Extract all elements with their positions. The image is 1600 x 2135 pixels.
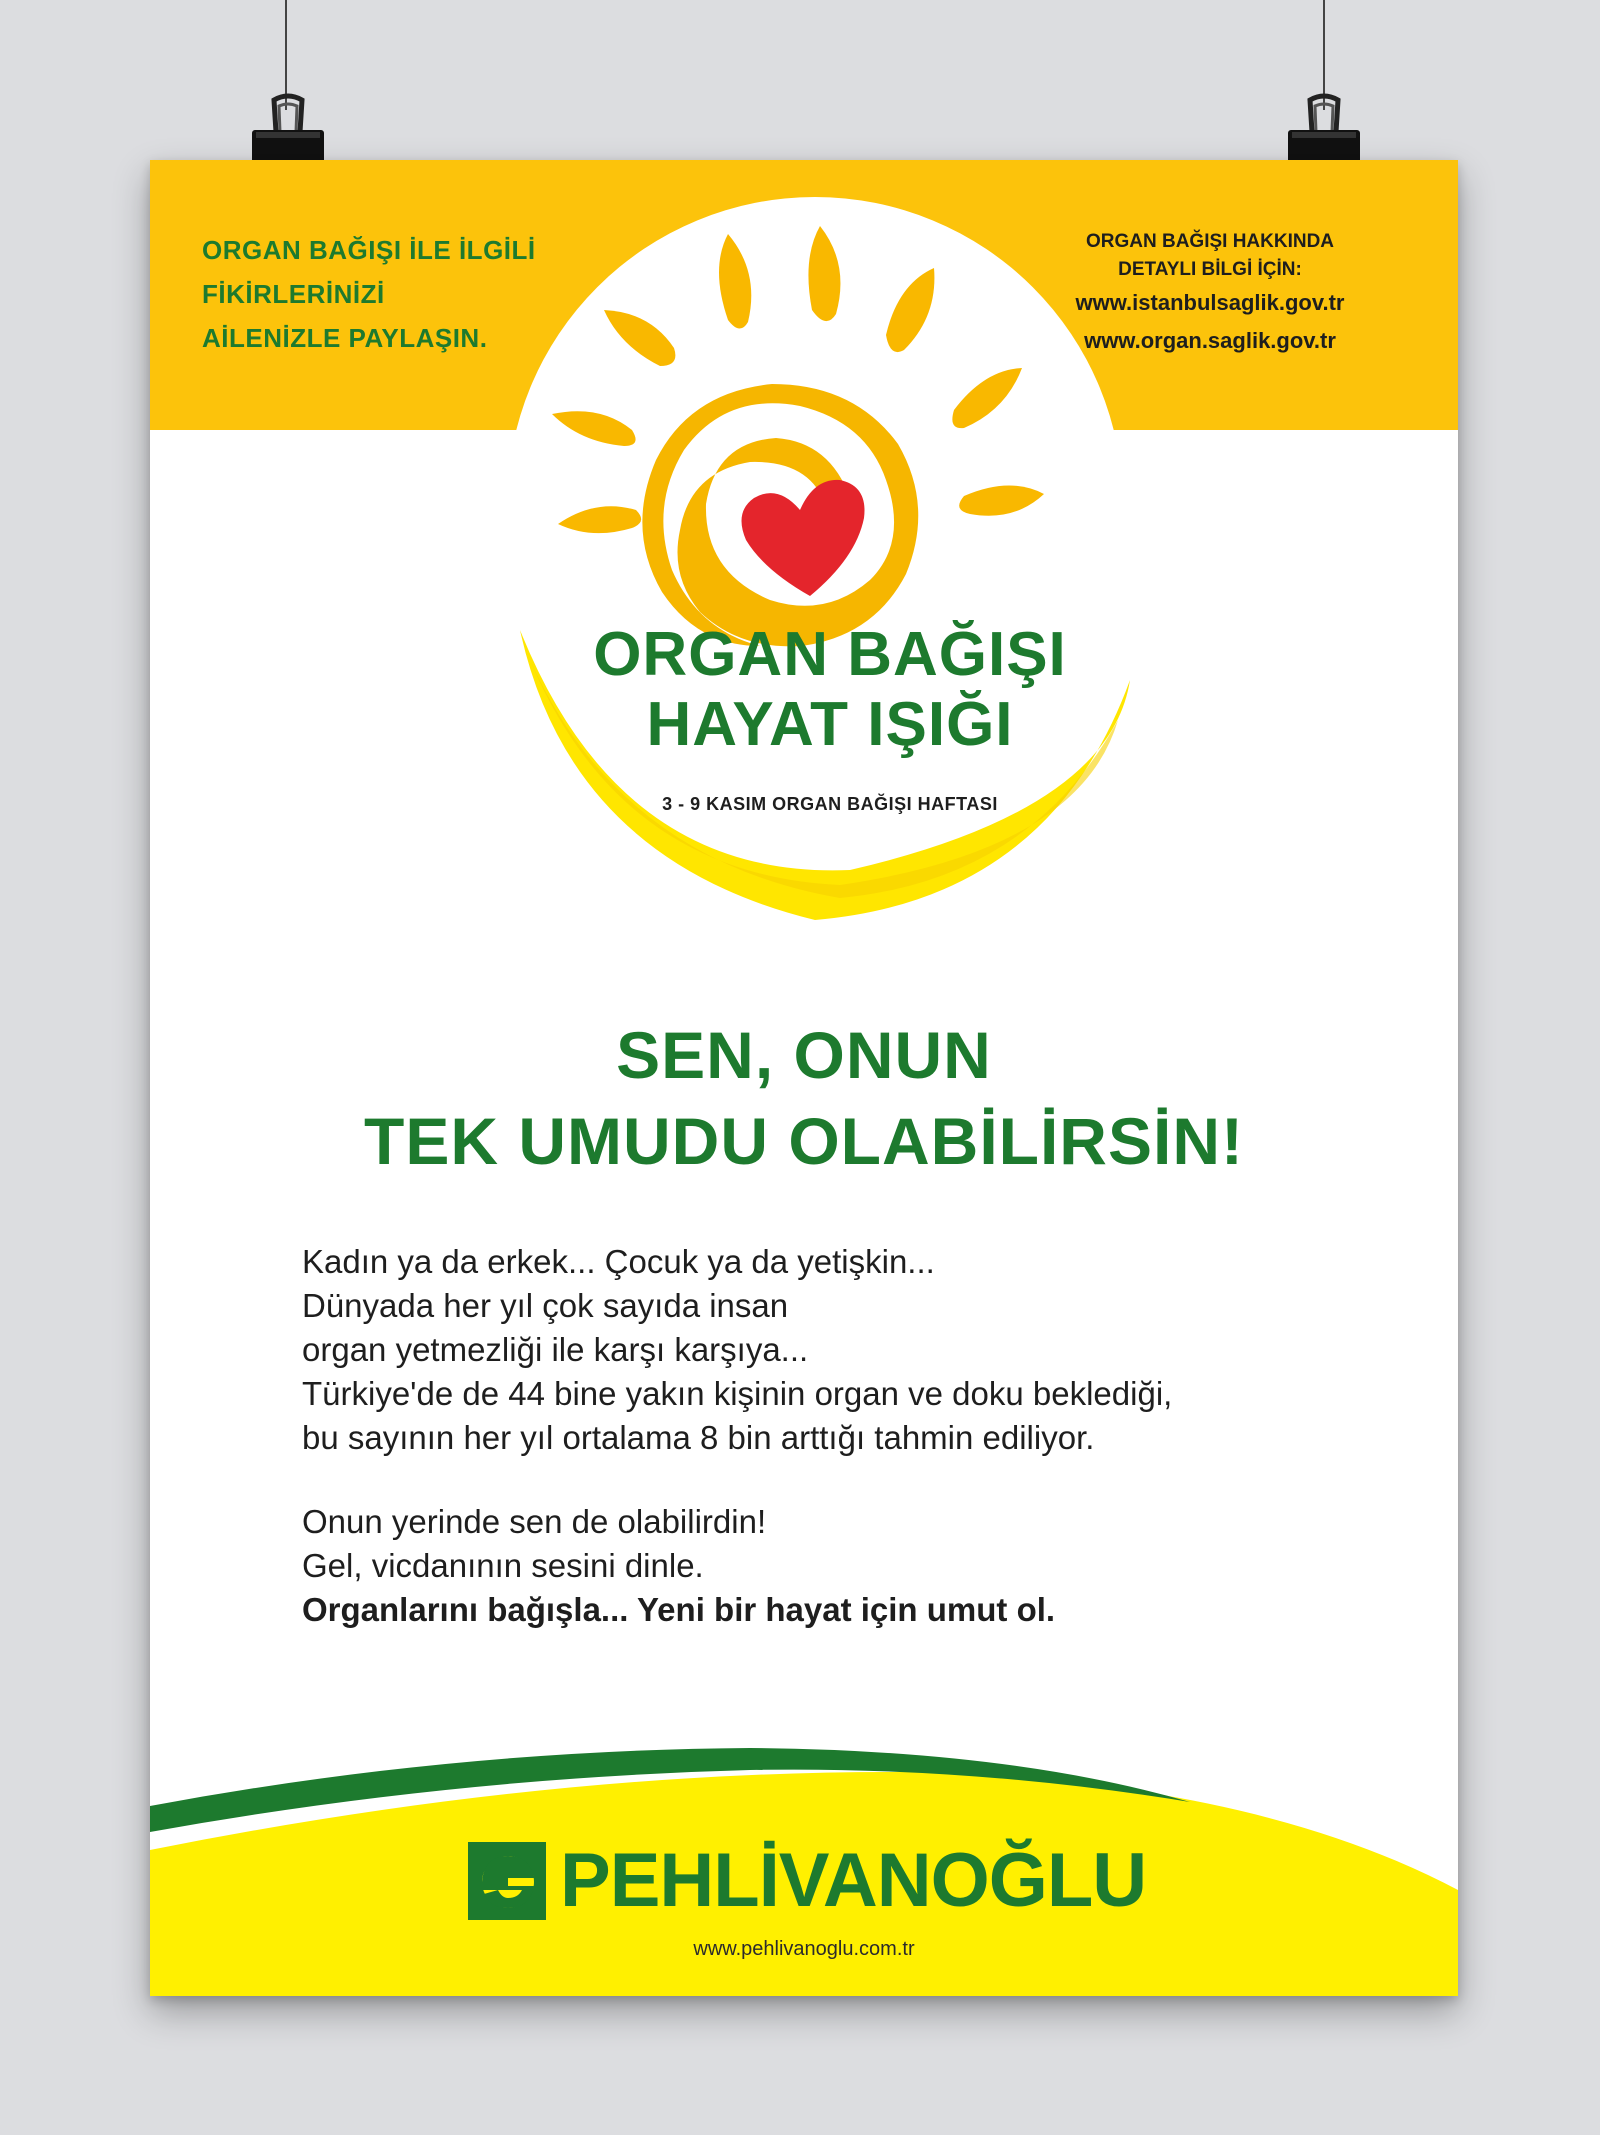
logo-subtitle: 3 - 9 KASIM ORGAN BAĞIŞI HAFTASI xyxy=(662,794,998,814)
info-heading-line-2: DETAYLI BİLGİ İÇİN: xyxy=(1118,259,1302,280)
info-url-2[interactable]: www.organ.saglik.gov.tr xyxy=(1084,328,1336,353)
headline-line-1: SEN, ONUN xyxy=(616,1018,992,1092)
paragraph-gap xyxy=(302,1460,1352,1500)
body-p1-line-5: bu sayının her yıl ortalama 8 bin arttığı tahmin ediliyor. xyxy=(302,1419,1095,1456)
top-left-line-2: FİKİRLERİNİZİ xyxy=(202,279,385,309)
top-left-line-1: ORGAN BAĞIŞI İLE İLGİLİ xyxy=(202,235,536,265)
headline-line-2: TEK UMUDU OLABİLİRSİN! xyxy=(364,1104,1244,1178)
body-p1-line-4: Türkiye'de de 44 bine yakın kişinin organ ve doku beklediği, xyxy=(302,1375,1173,1412)
sponsor-brand xyxy=(468,1836,1148,1926)
sponsor-url[interactable]: www.pehlivanoglu.com.tr xyxy=(693,1938,915,1960)
poster xyxy=(150,160,1458,1996)
body-text xyxy=(302,1240,1352,1632)
headline xyxy=(150,1012,1458,1184)
logo-title xyxy=(550,620,1110,760)
body-p1-line-2: Dünyada her yıl çok sayıda insan xyxy=(302,1287,789,1324)
body-p2-line-1: Onun yerinde sen de olabilirdin! xyxy=(302,1503,767,1540)
body-closing-bold: Organlarını bağışla... Yeni bir hayat için umut ol. xyxy=(302,1591,1056,1628)
logo-title-line-2: HAYAT IŞIĞI xyxy=(646,690,1014,759)
info-url-1[interactable]: www.istanbulsaglik.gov.tr xyxy=(1075,290,1345,315)
body-p1-line-3: organ yetmezliği ile karşı karşıya... xyxy=(302,1331,809,1368)
pehlivanoglu-logo-icon xyxy=(468,1842,546,1920)
body-p2-line-2: Gel, vicdanının sesini dinle. xyxy=(302,1547,704,1584)
top-right-info xyxy=(1010,228,1410,360)
body-p1-line-1: Kadın ya da erkek... Çocuk ya da yetişkin... xyxy=(302,1243,935,1280)
logo-title-line-1: ORGAN BAĞIŞI xyxy=(593,620,1067,689)
sponsor-name: PEHLİVANOĞLU xyxy=(560,1838,1147,1923)
top-left-message xyxy=(202,228,702,360)
info-heading-line-1: ORGAN BAĞIŞI HAKKINDA xyxy=(1085,231,1335,252)
top-left-line-3: AİLENİZLE PAYLAŞIN. xyxy=(202,323,488,353)
